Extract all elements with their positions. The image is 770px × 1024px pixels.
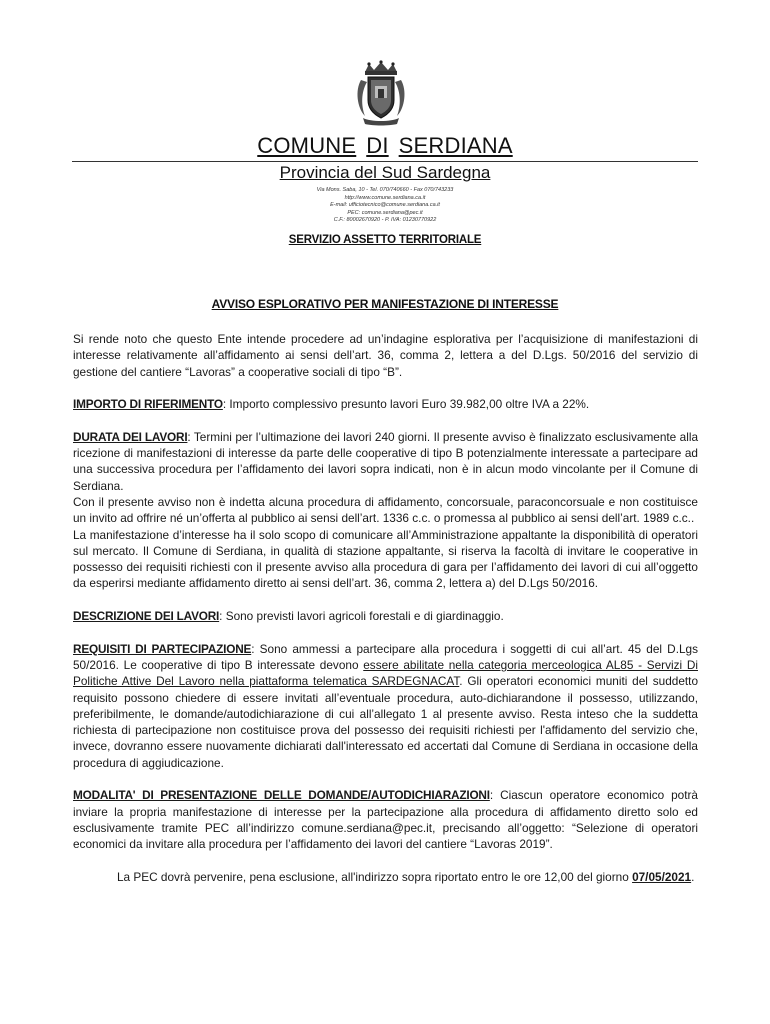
importo-paragraph bbox=[73, 396, 698, 412]
descrizione-paragraph bbox=[73, 608, 698, 624]
title-word-di: DI bbox=[366, 133, 389, 158]
durata-text: : Termini per l’ultimazione dei lavori 240 giorni. Il presente avviso è finalizzato esclusivamente alla ricezione di manifestazioni di interesse da parte delle cooperative di tipo B potenzialmente interessate a partecipare ad una successiva procedura per l’affidamento dei lavori sopra indicati, non è in alcun modo vincolante per il Comune di Serdiana. bbox=[73, 429, 699, 493]
descrizione-label: DESCRIZIONE DEI LAVORI bbox=[73, 609, 220, 624]
notice-body bbox=[73, 331, 698, 885]
durata-paragraph-3: La manifestazione d’interesse ha il solo scopo di comunicare all’Amministrazione appaltante la disponibilità di operatori sul mercato. Il Comune di Serdiana, in qualità di stazione appaltante, si riserva la facoltà di invitare le cooperative in possesso dei requisiti richiesti con il presente avviso alla procedura di gara per l’affidamento dei lavori di cui all’oggetto da esperirsi mediante affidamento diretto ai sensi dell’art. 36, comma 2, lettera a) del D.Lgs 50/2016. bbox=[73, 527, 698, 591]
durata-paragraph-2: Con il presente avviso non è indetta alcuna procedura di affidamento, concorsuale, paraconcorsuale e non costituisce un invito ad offrire né un’offerta al pubblico ai sensi dell’art. 1336 c.c. o promessa al pubblico ai sensi dell’art. 1989 c.c.. bbox=[73, 494, 698, 526]
importo-text: : Importo complessivo presunto lavori Euro 39.982,00 oltre IVA a 22%. bbox=[222, 397, 590, 412]
requisiti-paragraph bbox=[73, 641, 698, 771]
title-word-comune: COMUNE bbox=[257, 133, 357, 158]
municipality-title bbox=[0, 133, 770, 159]
contact-email: E-mail: ufficiotecnico@comune.serdiana.ca.it bbox=[330, 202, 440, 209]
title-word-serdiana: SERDIANA bbox=[398, 133, 513, 158]
contact-website: http://www.comune.serdiana.ca.it bbox=[344, 194, 426, 201]
contact-address: Via Mons. Saba, 10 - Tel. 070/740660 - Fax 070/743233 bbox=[316, 187, 454, 193]
modalita-text: : Ciascun operatore economico potrà inviare la propria manifestazione di interesse per la partecipazione alla procedura di affidamento diretto solo ed esclusivamente tramite PEC all’indirizzo comune.serdiana@pec.it, precisando all’oggetto: “Selezione di operatori economici da invitare alla procedura per l’affidamento dei lavori del cantiere “Lavoras 2019”. bbox=[73, 788, 698, 852]
contact-fiscal-code: C.F.: 80002670920 - P. IVA: 01230770922 bbox=[333, 217, 437, 224]
requisiti-text-a: : Sono ammessi a partecipare alla procedura i soggetti di cui all’art. 45 del D.Lgs 50/2016. Le cooperative di tipo B interessate devono bbox=[73, 641, 698, 672]
contact-pec: PEC: comune.serdiana@pec.it bbox=[347, 209, 423, 216]
contact-block bbox=[0, 187, 770, 225]
notice-title: AVVISO ESPLORATIVO PER MANIFESTAZIONE DI INTERESSE bbox=[211, 297, 559, 311]
department-name: SERVIZIO ASSETTO TERRITORIALE bbox=[288, 234, 482, 246]
pec-text: La PEC dovrà pervenire, pena esclusione, all'indirizzo sopra riportato entro le ore 12,00 del giorno bbox=[117, 869, 633, 884]
durata-label: DURATA DEI LAVORI bbox=[73, 429, 188, 444]
modalita-label: MODALITA' DI PRESENTAZIONE DELLE DOMANDE/AUTODICHIARAZIONI bbox=[73, 788, 490, 803]
pec-deadline-paragraph bbox=[73, 869, 698, 885]
province-subtitle: Provincia del Sud Sardegna bbox=[279, 163, 491, 182]
durata-paragraph bbox=[73, 429, 698, 494]
modalita-paragraph bbox=[73, 787, 698, 852]
intro-paragraph: Si rende noto che questo Ente intende procedere ad un’indagine esplorativa per l’acquisizione di manifestazioni di interesse relativamente all’affidamento ai sensi dell’art. 36, comma 2, lettera a del D.Lgs. 50/2016 del servizio di gestione del cantiere “Lavoras” a cooperative sociali di tipo “B”. bbox=[73, 332, 698, 379]
pec-end: . bbox=[691, 869, 695, 884]
header-divider bbox=[72, 161, 698, 162]
importo-label: IMPORTO DI RIFERIMENTO bbox=[73, 397, 223, 412]
deadline-date: 07/05/2021 bbox=[632, 869, 692, 884]
municipal-crest-icon bbox=[355, 60, 407, 126]
requisiti-text-b: . Gli operatori economici muniti del suddetto requisito possono chiedere di essere invitati all’eventuale procedura, auto-dichiarandone il possesso, utilizzando, preferibilmente, le domande/autodichiarazione di cui all’allegato 1 al presente avviso. Resta inteso che la suddetta richiesta di partecipazione non costituisce prova del possesso dei requisiti richiesti per l'affidamento del servizio che, invece, dovranno essere nuovamente dichiarati dall'interessato ed accertati dal Comune di Serdiana in occasione della procedura di aggiudicazione. bbox=[73, 674, 699, 770]
descrizione-text: : Sono previsti lavori agricoli forestali e di giardinaggio. bbox=[219, 609, 504, 624]
requisiti-label: REQUISITI DI PARTECIPAZIONE bbox=[73, 641, 252, 656]
requisiti-underlined-text: essere abilitate nella categoria merceologica AL85 - Servizi Di Politiche Attive Del Lavoro nella piattaforma telematica SARDEGNACAT bbox=[73, 657, 698, 689]
